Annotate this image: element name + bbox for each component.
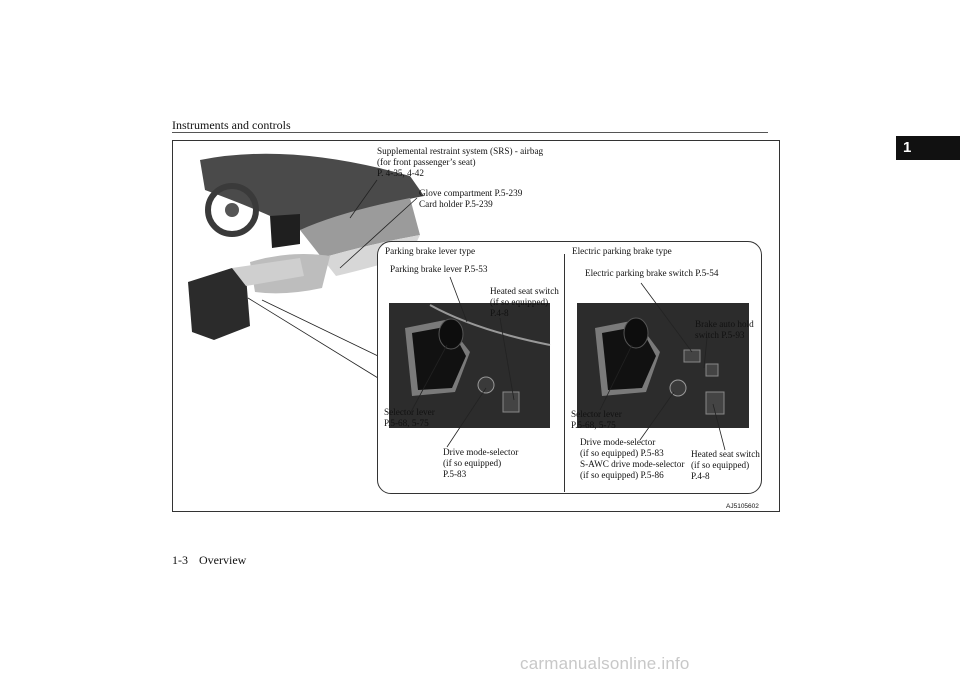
footer-section: Overview bbox=[199, 553, 247, 567]
chapter-tab: 1 bbox=[896, 136, 960, 160]
heated-seat-callout-right: Heated seat switch (if so equipped) P.4-8 bbox=[691, 449, 760, 481]
drive-mode-callout-left: Drive mode-selector (if so equipped) P.5-83 bbox=[443, 447, 519, 479]
srs-airbag-callout: Supplemental restraint system (SRS) - airbag (for front passenger’s seat) P. 4-35, 4-42 bbox=[377, 146, 544, 178]
selector-lever-callout-right: Selector lever P.5-68, 5-75 bbox=[571, 409, 622, 430]
selector-lever-callout-left: Selector lever P.5-68, 5-75 bbox=[384, 407, 435, 428]
page-number: 1-3 bbox=[172, 553, 188, 567]
epb-switch-callout: Electric parking brake switch P.5-54 bbox=[585, 268, 719, 278]
glove-compartment-callout: Glove compartment P.5-239 Card holder P.5-239 bbox=[419, 188, 523, 209]
brake-auto-hold-callout: Brake auto hold switch P.5-93 bbox=[695, 319, 754, 340]
figure-code: AJ5105602 bbox=[726, 503, 759, 510]
parking-brake-lever-callout: Parking brake lever P.5-53 bbox=[390, 264, 488, 274]
heated-seat-callout-left: Heated seat switch (if so equipped) P.4-8 bbox=[490, 286, 559, 318]
page-footer bbox=[172, 553, 246, 568]
section-title: Instruments and controls bbox=[172, 118, 291, 132]
left-panel-title: Parking brake lever type bbox=[385, 246, 476, 256]
right-panel-title: Electric parking brake type bbox=[572, 246, 672, 256]
drive-mode-callout-right: Drive mode-selector (if so equipped) P.5-83 S-AWC drive mode-selector (if so equipped) P.5-86 bbox=[580, 437, 685, 480]
watermark[interactable]: carmanualsonline.info bbox=[520, 654, 690, 673]
